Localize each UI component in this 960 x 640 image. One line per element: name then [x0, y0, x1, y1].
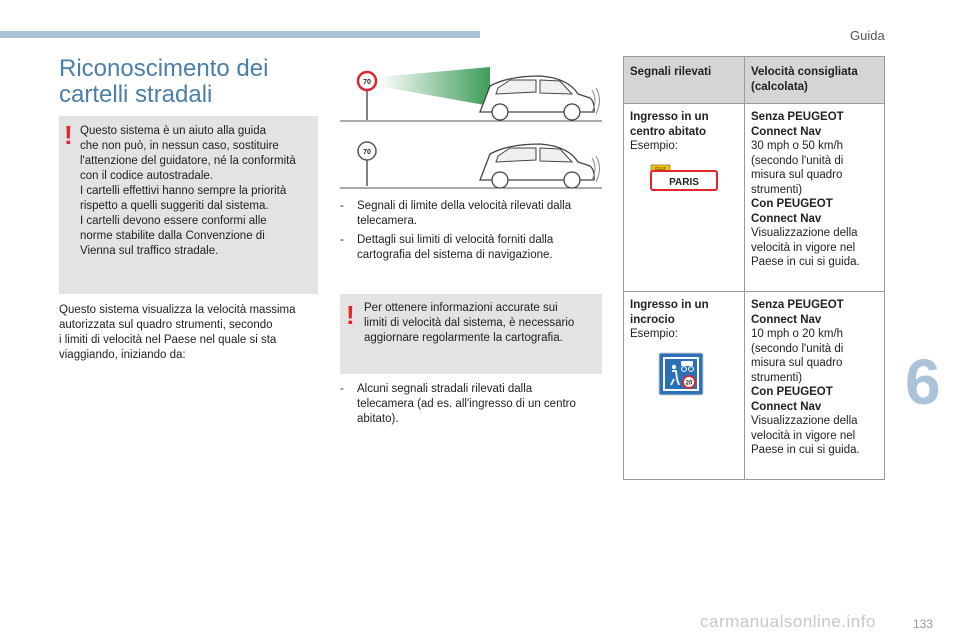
warning-box	[340, 294, 602, 374]
warning-text: Per ottenere informazioni accurate sui limiti di velocità dal sistema, è necessario aggiornare regolarmente la cartografia.	[364, 302, 575, 344]
city-entry-sign-icon	[650, 164, 720, 192]
column-header: Segnali rilevati	[624, 57, 745, 104]
camera-beam	[378, 67, 490, 106]
warning-icon: !	[64, 120, 73, 150]
shared-zone-sign-icon	[658, 352, 704, 396]
table-header-row	[624, 57, 885, 104]
page-title: Riconoscimento dei cartelli stradali	[59, 55, 269, 108]
svg-text:D112: D112	[655, 165, 666, 171]
watermark: carmanualsonline.info	[700, 612, 876, 631]
list-item: - Alcuni segnali stradali rilevati dalla telecamera (ad es. all'ingresso di un centro abitato).	[340, 383, 576, 425]
signal-title: Ingresso in un incrocio	[630, 299, 709, 326]
speed-cell	[745, 292, 885, 480]
sources-list	[340, 382, 602, 431]
intro-paragraph: Questo sistema visualizza la velocità massima autorizzata sul quadro strumenti, secondo i limiti di velocità nel Paese nel quale si sta viaggiando, iniziando da:	[59, 304, 296, 361]
speed-with-nav-text: Visualizzazione della velocità in vigore nel Paese in cui si guida.	[751, 227, 860, 268]
warning-icon: !	[346, 300, 355, 330]
speed-sign-value: 70	[363, 149, 371, 156]
sources-list	[340, 199, 602, 267]
signal-example-label: Esempio:	[630, 140, 678, 152]
header-bar	[0, 31, 480, 38]
table-row	[624, 292, 885, 480]
signal-example-label: Esempio:	[630, 328, 678, 340]
speed-with-nav-title: Con PEUGEOT Connect Nav	[751, 198, 833, 225]
speed-with-nav-title: Con PEUGEOT Connect Nav	[751, 386, 833, 413]
svg-text:20: 20	[685, 380, 693, 386]
warning-box	[59, 116, 318, 294]
speed-without-nav-title: Senza PEUGEOT Connect Nav	[751, 111, 844, 138]
warning-text: Questo sistema è un aiuto alla guida che non può, in nessun caso, sostituire l'attenzione del guidatore, né la conformità con il codice autostradale. I cartelli effettivi hanno sempre la priorità rispetto a quelli suggeriti dal sistema. I cartelli devono essere conformi alle norme stabilite dalla Convenzione di Vienna sul traffico stradale.	[80, 125, 296, 257]
speed-cell	[745, 104, 885, 292]
speed-with-nav-text: Visualizzazione della velocità in vigore nel Paese in cui si guida.	[751, 415, 860, 456]
car-icon	[480, 144, 600, 188]
column-header: Velocità consigliata (calcolata)	[745, 57, 885, 104]
list-item: - Segnali di limite della velocità rilevati dalla telecamera.	[340, 200, 572, 227]
camera-illustration	[340, 64, 602, 190]
list-item: - Dettagli sui limiti di velocità forniti dalla cartografia del sistema di navigazione.	[340, 234, 554, 261]
camera-detection-scene	[340, 67, 602, 121]
speed-without-nav-text: 30 mph o 50 km/h (secondo l'unità di misura sul quadro strumenti)	[751, 140, 844, 196]
signs-table	[623, 56, 885, 480]
page-number: 133	[913, 617, 934, 631]
section-label: Guida	[850, 28, 885, 43]
speed-sign-value: 70	[363, 79, 371, 86]
car-icon	[480, 76, 600, 120]
signal-cell	[624, 292, 745, 480]
navigation-map-scene	[340, 142, 602, 188]
speed-without-nav-text: 10 mph o 20 km/h (secondo l'unità di misura sul quadro strumenti)	[751, 328, 844, 384]
speed-without-nav-title: Senza PEUGEOT Connect Nav	[751, 299, 844, 326]
table-row	[624, 104, 885, 292]
signal-title: Ingresso in un centro abitato	[630, 111, 709, 138]
chapter-number: 6	[905, 346, 941, 418]
signal-cell	[624, 104, 745, 292]
svg-text:PARIS: PARIS	[669, 176, 699, 188]
